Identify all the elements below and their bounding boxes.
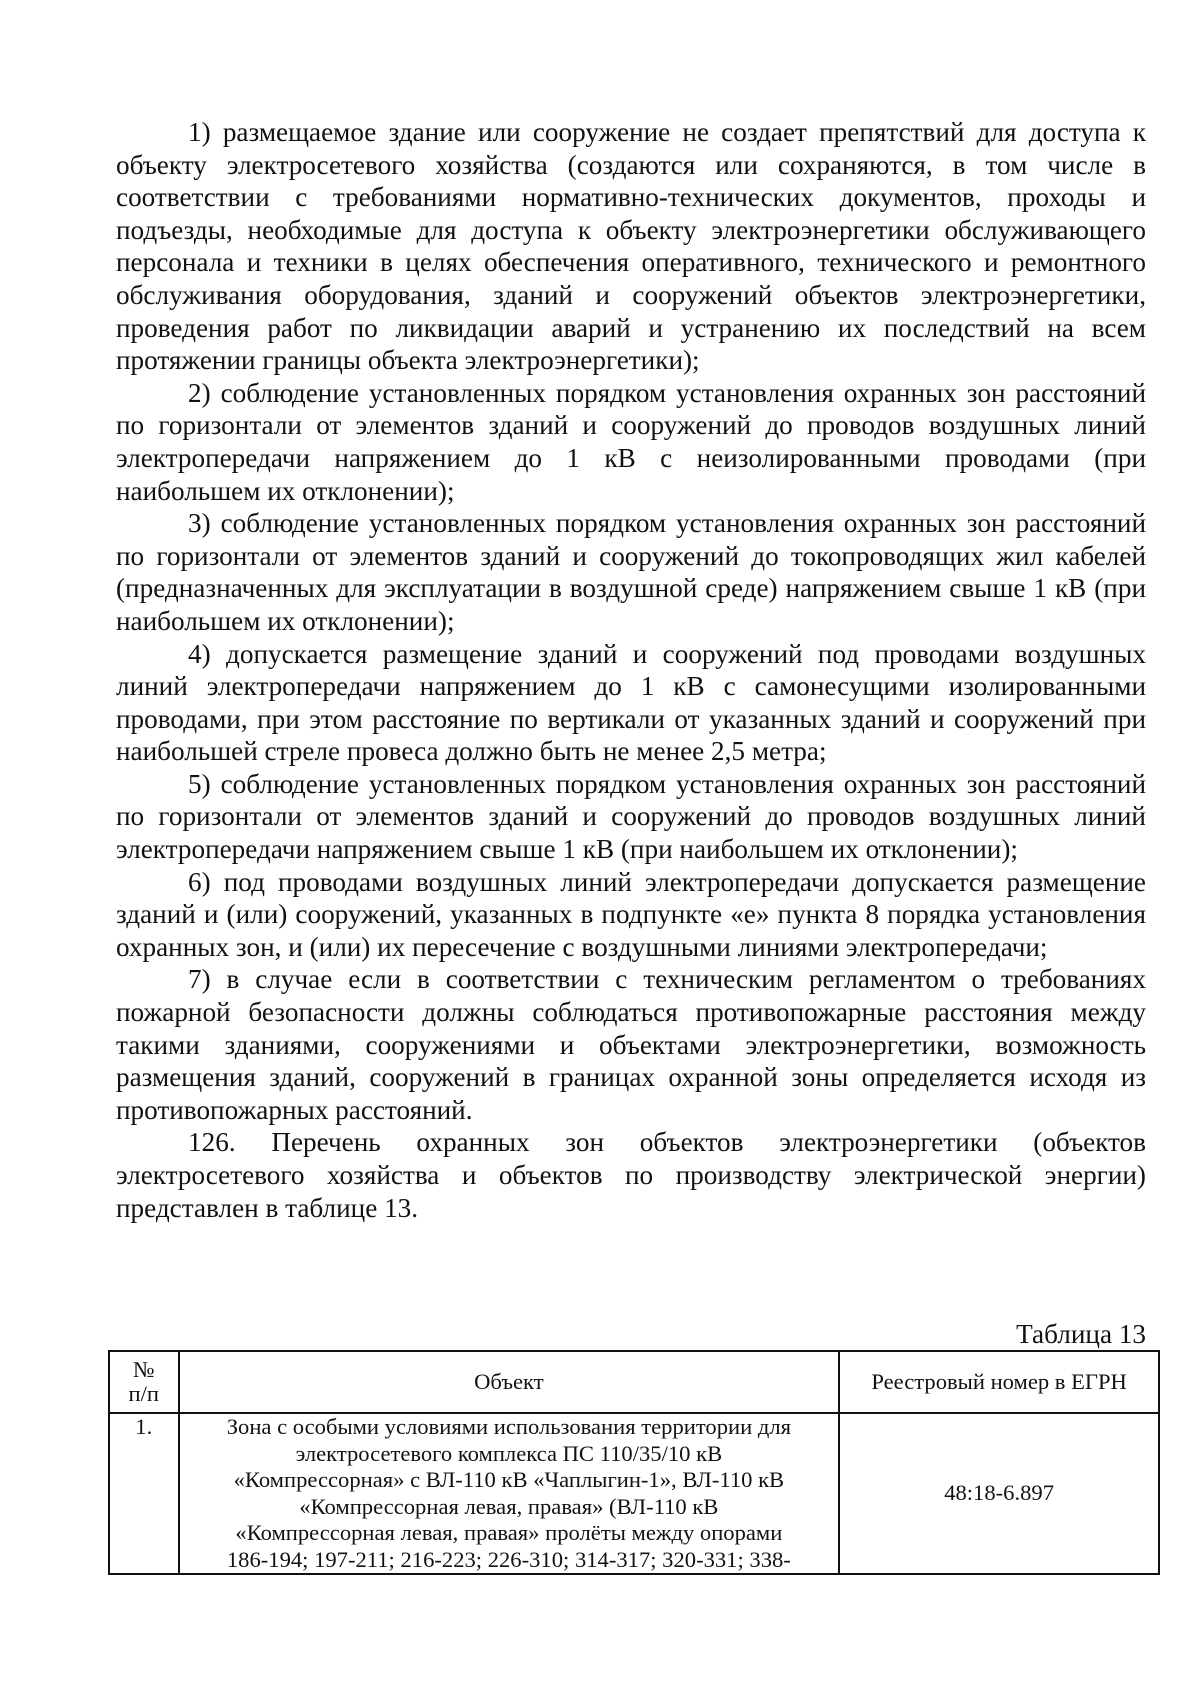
header-number-symbol: №	[132, 1357, 155, 1382]
table-header-row	[109, 1351, 1159, 1413]
protection-zones-table	[108, 1350, 1160, 1575]
row-number: 1.	[109, 1413, 179, 1574]
document-body	[116, 116, 1146, 1224]
paragraph-item-5: 5) соблюдение установленных порядком установления охранных зон расстояний по горизонтали от элементов зданий и сооружений до проводов воздушных линий электропередачи напряжением свыше 1 кВ (при наибольшем их отклонении);	[116, 768, 1146, 865]
paragraph-item-4: 4) допускается размещение зданий и сооружений под проводами воздушных линий электропередачи напряжением до 1 кВ с самонесущими изолированными проводами, при этом расстояние по вертикали от указанных зданий и сооружений при наибольшей стреле провеса должно быть не менее 2,5 метра;	[116, 638, 1146, 767]
paragraph-126: 126. Перечень охранных зон объектов электроэнергетики (объектов электросетевого хозяйства и объектов по производству электрической энергии) представлен в таблице 13.	[116, 1127, 1146, 1223]
header-number	[109, 1351, 179, 1413]
table-caption: Таблица 13	[1016, 1319, 1146, 1349]
object-line: «Компрессорная левая, правая» пролёты между опорами	[235, 1520, 783, 1545]
paragraph-item-2: 2) соблюдение установленных порядком установления охранных зон расстояний по горизонтали от элементов зданий и сооружений до проводов воздушных линий электропередачи напряжением до 1 кВ с неизолированными проводами (при наибольшем их отклонении);	[116, 377, 1146, 506]
object-line: «Компрессорная левая, правая» (ВЛ-110 кВ	[299, 1493, 719, 1519]
paragraph-item-3: 3) соблюдение установленных порядком установления охранных зон расстояний по горизонтали от элементов зданий и сооружений до токопроводящих жил кабелей (предназначенных для эксплуатации в воздушной среде) напряжением свыше 1 кВ (при наибольшем их отклонении);	[116, 508, 1146, 636]
table-row	[109, 1413, 1159, 1574]
header-registry-number: Реестровый номер в ЕГРН	[839, 1351, 1159, 1413]
object-line: электросетевого комплекса ПС 110/35/10 кВ	[295, 1440, 723, 1466]
header-number-abbrev: п/п	[128, 1381, 159, 1406]
object-line: «Компрессорная» с ВЛ-110 кВ «Чаплыгин-1», ВЛ-110 кВ	[233, 1467, 785, 1492]
header-object: Объект	[179, 1351, 840, 1413]
paragraph-item-7: 7) в случае если в соответствии с техническим регламентом о требованиях пожарной безопасности должны соблюдаться противопожарные расстояния между такими зданиями, сооружениями и объектами электроэнергетики, возможность размещения зданий, сооружений в границах охранной зоны определяется исходя из противопожарных расстояний.	[116, 964, 1146, 1125]
object-line: 186-194; 197-211; 216-223; 226-310; 314-317; 320-331; 338-	[226, 1546, 791, 1572]
row-registry-number: 48:18-6.897	[839, 1413, 1159, 1574]
paragraph-item-6: 6) под проводами воздушных линий электропередачи допускается размещение зданий и (или) сооружений, указанных в подпункте «е» пункта 8 порядка установления охранных зон, и (или) их пересечение с воздушными линиями электропередачи;	[116, 866, 1146, 962]
paragraph-item-1: 1) размещаемое здание или сооружение не создает препятствий для доступа к объекту электросетевого хозяйства (создаются или сохраняются, в том числе в соответствии с требованиями нормативно-технических документов, проходы и подъезды, необходимые для доступа к объекту электроэнергетики обслуживающего персонала и техники в целях обеспечения оперативного, технического и ремонтного обслуживания оборудования, зданий и сооружений объектов электроэнергетики, проведения работ по ликвидации аварий и устранению их последствий на всем протяжении границы объекта электроэнергетики);	[116, 117, 1146, 376]
row-object	[179, 1413, 840, 1574]
object-line: Зона с особыми условиями использования территории для	[226, 1414, 791, 1439]
